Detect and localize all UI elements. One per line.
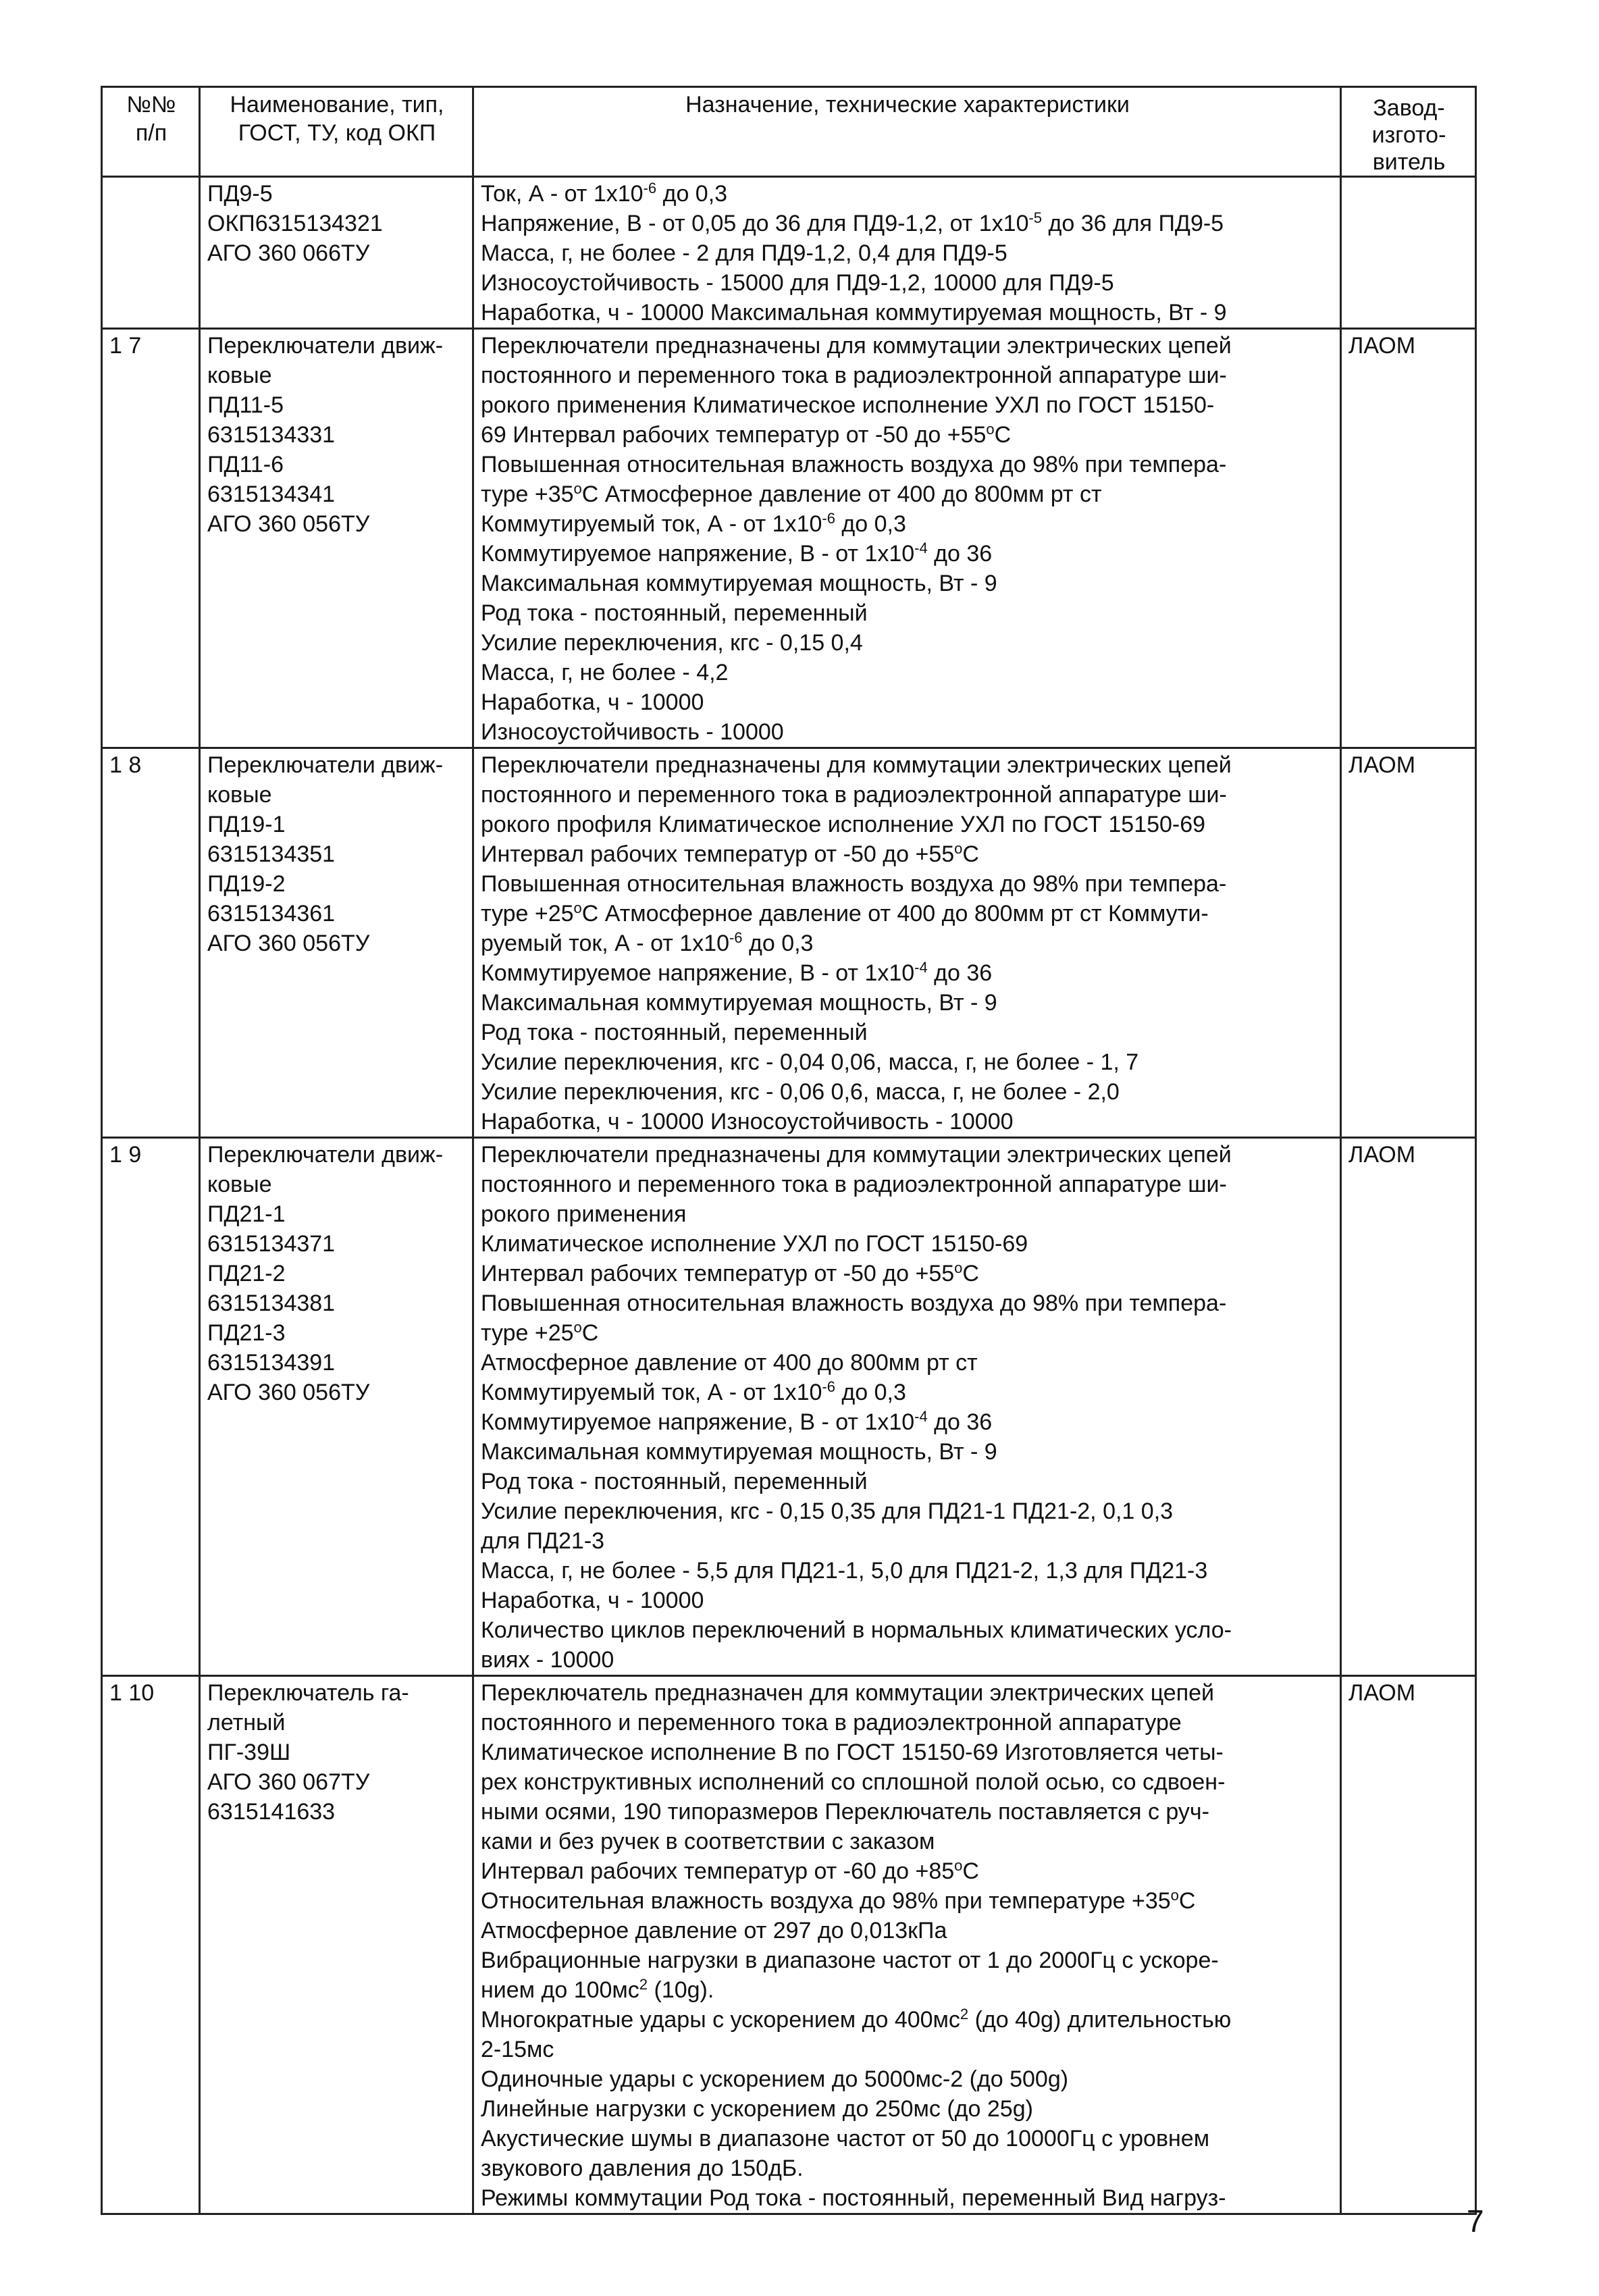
row-num: 1 7 bbox=[102, 329, 200, 748]
spec-line: Многократные удары с ускорением до $400мс^2$ (до 40g) длительностью bbox=[481, 2006, 1232, 2033]
spec-line: Наработка, ч - 10000 Максимальная коммутируемая мощность, Вт - 9 bbox=[481, 300, 1227, 325]
spec-line: Усилие переключения, кгс - 0,15 0,35 для ПД21-1 ПД21-2, 0,1 0,3 bbox=[481, 1498, 1174, 1524]
row-num: 1 10 bbox=[102, 1676, 200, 2214]
spec-line: Атмосферное давление от 400 до 800мм рт ст bbox=[481, 1350, 978, 1376]
spec-line: Масса, г, не более - 5,5 для ПД21-1, 5,0 для ПД21-2, 1,3 для ПД21-3 bbox=[481, 1558, 1208, 1584]
spec-line: Износоустойчивость - 15000 для ПД9-1,2, 10000 для ПД9-5 bbox=[481, 270, 1114, 296]
spec-line: Интервал рабочих температур от -50 до $+55^оС$ bbox=[481, 840, 979, 867]
header-name: Наименование, тип, ГОСТ, ТУ, код ОКП bbox=[200, 87, 473, 177]
spec-line: Наработка, ч - 10000 bbox=[481, 689, 704, 715]
spec-line: рокого применения Климатическое исполнение УХЛ по ГОСТ 15150- bbox=[481, 392, 1215, 418]
spec-line: 69 Интервал рабочих температур от -50 до $+55^оС$ bbox=[481, 421, 1012, 448]
spec-line: Атмосферное давление от 297 до 0,013кПа bbox=[481, 1918, 947, 1943]
spec-line: туре $+25^оС$ Атмосферное давление от 400 до 800мм рт ст Коммути- bbox=[481, 899, 1209, 927]
spec-table bbox=[101, 86, 1477, 2215]
row-num: 1 8 bbox=[102, 748, 200, 1138]
spec-line: Повышенная относительная влажность воздуха до 98% при темпера- bbox=[481, 871, 1227, 897]
spec-line: рокого профиля Климатическое исполнение УХЛ по ГОСТ 15150-69 bbox=[481, 812, 1206, 837]
spec-line: постоянного и переменного тока в радиоэлектронной аппаратуре bbox=[481, 1710, 1182, 1736]
row-name: Переключатели движ- ковые ПД11-5 6315134331 ПД11-6 6315134341 АГО 360 056ТУ bbox=[200, 329, 473, 748]
spec-line: звукового давления до 150дБ. bbox=[481, 2156, 804, 2181]
header-maker: Завод- изгото- витель bbox=[1341, 87, 1476, 177]
spec-line: Наработка, ч - 10000 Износоустойчивость - 10000 bbox=[481, 1109, 1014, 1134]
row-num bbox=[102, 177, 200, 329]
row-specs bbox=[473, 329, 1341, 748]
spec-line: Род тока - постоянный, переменный bbox=[481, 1020, 868, 1045]
spec-line: нием до $100мс^2$ (10g). bbox=[481, 1976, 714, 2003]
spec-line: 2-15мс bbox=[481, 2037, 554, 2062]
spec-line: Ток, А - от $1х10^{-6}$ до 0,3 bbox=[481, 180, 728, 207]
spec-line: руемый ток, А - от $1х10^{-6}$ до 0,3 bbox=[481, 929, 814, 956]
spec-line: ными осями, 190 типоразмеров Переключатель поставляется с руч- bbox=[481, 1799, 1209, 1825]
header-purpose: Назначение, технические характеристики bbox=[473, 87, 1341, 177]
spec-line: Вибрационные нагрузки в диапазоне частот от 1 до 2000Гц с ускоре- bbox=[481, 1948, 1219, 1973]
table-row bbox=[102, 177, 1476, 329]
spec-line: Одиночные удары с ускорением до 5000мс-2 (до 500g) bbox=[481, 2066, 1069, 2092]
spec-line: Коммутируемый ток, А - от $1х10^{-6}$ до 0,3 bbox=[481, 1378, 906, 1405]
spec-line: Климатическое исполнение В по ГОСТ 15150-69 Изготовляется четы- bbox=[481, 1740, 1224, 1765]
spec-line: Род тока - постоянный, переменный bbox=[481, 1469, 868, 1494]
spec-line: Акустические шумы в диапазоне частот от 50 до 10000Гц с уровнем bbox=[481, 2126, 1210, 2151]
row-name: ПД9-5 ОКП6315134321 АГО 360 066ТУ bbox=[200, 177, 473, 329]
table-row bbox=[102, 748, 1476, 1138]
row-maker: ЛАОМ bbox=[1341, 1676, 1476, 2214]
spec-line: Климатическое исполнение УХЛ по ГОСТ 15150-69 bbox=[481, 1231, 1028, 1257]
spec-line: Максимальная коммутируемая мощность, Вт - 9 bbox=[481, 990, 997, 1016]
header-row bbox=[102, 87, 1476, 177]
page-number: 7 bbox=[1467, 2203, 1484, 2239]
spec-line: постоянного и переменного тока в радиоэлектронной аппаратуре ши- bbox=[481, 363, 1227, 388]
spec-line: Род тока - постоянный, переменный bbox=[481, 600, 868, 626]
row-num: 1 9 bbox=[102, 1138, 200, 1676]
spec-line: Износоустойчивость - 10000 bbox=[481, 719, 784, 745]
spec-line: Переключатели предназначены для коммутации электрических цепей bbox=[481, 1142, 1232, 1168]
row-specs bbox=[473, 748, 1341, 1138]
spec-line: Усилие переключения, кгс - 0,15 0,4 bbox=[481, 630, 863, 656]
spec-line: туре $+35^оС$ Атмосферное давление от 400 до 800мм рт ст bbox=[481, 480, 1102, 507]
row-maker: ЛАОМ bbox=[1341, 1138, 1476, 1676]
spec-line: Коммутируемый ток, А - от $1х10^{-6}$ до 0,3 bbox=[481, 510, 906, 537]
spec-line: Максимальная коммутируемая мощность, Вт - 9 bbox=[481, 1439, 997, 1465]
row-name: Переключатель га- летный ПГ-39Ш АГО 360 067ТУ 6315141633 bbox=[200, 1676, 473, 2214]
spec-line: туре $+25^оС$ bbox=[481, 1319, 599, 1346]
spec-line: Относительная влажность воздуха до 98% при температуре $+35^оС$ bbox=[481, 1887, 1196, 1914]
spec-line: рокого применения bbox=[481, 1201, 687, 1227]
table-row bbox=[102, 1138, 1476, 1676]
spec-line: постоянного и переменного тока в радиоэлектронной аппаратуре ши- bbox=[481, 782, 1227, 808]
row-maker: ЛАОМ bbox=[1341, 329, 1476, 748]
spec-line: Режимы коммутации Род тока - постоянный, переменный Вид нагруз- bbox=[481, 2185, 1226, 2211]
spec-line: Переключатели предназначены для коммутации электрических цепей bbox=[481, 752, 1232, 778]
spec-line: Повышенная относительная влажность воздуха до 98% при темпера- bbox=[481, 452, 1227, 477]
spec-line: Интервал рабочих температур от -50 до $+55^оС$ bbox=[481, 1259, 979, 1286]
spec-line: рех конструктивных исполнений со сплошной полой осью, со сдвоен- bbox=[481, 1769, 1226, 1795]
spec-line: Линейные нагрузки с ускорением до 250мс (до 25g) bbox=[481, 2096, 1033, 2122]
header-num: №№ п/п bbox=[102, 87, 200, 177]
spec-line: Напряжение, В - от 0,05 до 36 для ПД9-1,2, от $1х10^{-5}$ до 36 для ПД9-5 bbox=[481, 209, 1224, 236]
spec-line: Наработка, ч - 10000 bbox=[481, 1588, 704, 1613]
spec-line: Интервал рабочих температур от -60 до $+85^оС$ bbox=[481, 1857, 979, 1884]
spec-line: виях - 10000 bbox=[481, 1647, 614, 1673]
spec-line: Усилие переключения, кгс - 0,04 0,06, масса, г, не более - 1, 7 bbox=[481, 1049, 1139, 1075]
spec-line: Коммутируемое напряжение, В - от $1х10^{-4}$ до 36 bbox=[481, 959, 993, 986]
row-maker: ЛАОМ bbox=[1341, 748, 1476, 1138]
row-specs bbox=[473, 1138, 1341, 1676]
row-name: Переключатели движ- ковые ПД19-1 6315134351 ПД19-2 6315134361 АГО 360 056ТУ bbox=[200, 748, 473, 1138]
row-specs bbox=[473, 1676, 1341, 2214]
spec-line: Масса, г, не более - 4,2 bbox=[481, 660, 729, 685]
spec-line: Усилие переключения, кгс - 0,06 0,6, масса, г, не более - 2,0 bbox=[481, 1079, 1120, 1105]
spec-line: Переключатель предназначен для коммутации электрических цепей bbox=[481, 1680, 1215, 1706]
spec-line: Количество циклов переключений в нормальных климатических усло- bbox=[481, 1617, 1232, 1643]
row-maker bbox=[1341, 177, 1476, 329]
table-row bbox=[102, 1676, 1476, 2214]
spec-line: Масса, г, не более - 2 для ПД9-1,2, 0,4 для ПД9-5 bbox=[481, 240, 1007, 266]
spec-line: Коммутируемое напряжение, В - от $1х10^{-4}$ до 36 bbox=[481, 540, 993, 567]
row-specs bbox=[473, 177, 1341, 329]
table-row bbox=[102, 329, 1476, 748]
spec-line: постоянного и переменного тока в радиоэлектронной аппаратуре ши- bbox=[481, 1172, 1227, 1197]
row-name: Переключатели движ- ковые ПД21-1 6315134371 ПД21-2 6315134381 ПД21-3 6315134391 АГО 360 056ТУ bbox=[200, 1138, 473, 1676]
spec-line: Повышенная относительная влажность воздуха до 98% при темпера- bbox=[481, 1290, 1227, 1316]
spec-line: Коммутируемое напряжение, В - от $1х10^{-4}$ до 36 bbox=[481, 1408, 993, 1435]
spec-line: Максимальная коммутируемая мощность, Вт - 9 bbox=[481, 571, 997, 596]
spec-line: Переключатели предназначены для коммутации электрических цепей bbox=[481, 333, 1232, 359]
spec-line: ками и без ручек в соответствии с заказом bbox=[481, 1829, 935, 1854]
spec-line: для ПД21-3 bbox=[481, 1528, 605, 1554]
